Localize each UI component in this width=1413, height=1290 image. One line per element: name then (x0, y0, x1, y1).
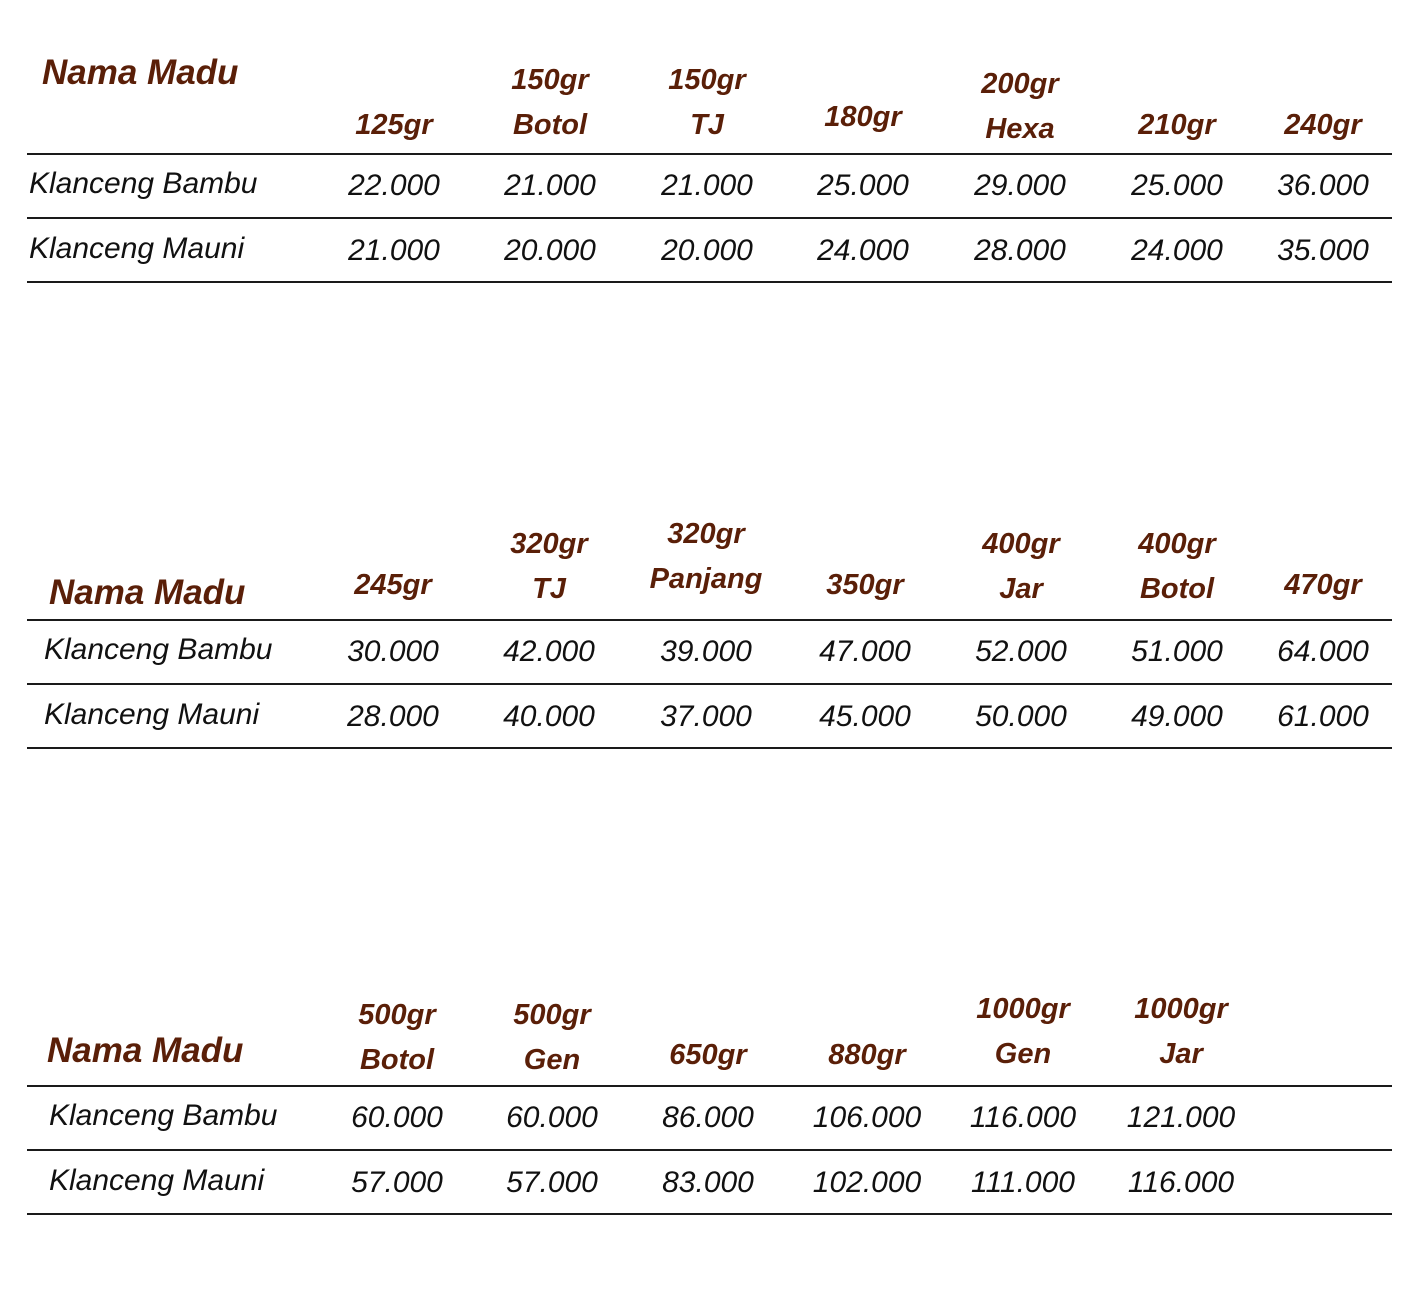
price-cell: 22.000 (348, 169, 440, 202)
weight-header: 500gr (513, 999, 591, 1031)
price-cell: 39.000 (660, 635, 752, 668)
honey-name: Klanceng Mauni (29, 232, 245, 265)
price-cell: 30.000 (347, 635, 439, 668)
honey-name: Klanceng Mauni (49, 1164, 265, 1197)
name-column-header: Nama Madu (42, 53, 239, 92)
weight-header: 125gr (355, 109, 433, 141)
weight-header: 245gr (354, 569, 432, 601)
price-cell: 102.000 (812, 1166, 922, 1199)
price-cell: 24.000 (1131, 234, 1223, 267)
honey-name: Klanceng Bambu (49, 1099, 278, 1132)
weight-header: Panjang (649, 563, 763, 595)
weight-header: TJ (532, 573, 566, 605)
weight-header: 470gr (1284, 569, 1362, 601)
weight-header: 210gr (1138, 109, 1216, 141)
weight-header: Jar (1159, 1038, 1203, 1070)
weight-header: Gen (523, 1044, 581, 1076)
price-cell: 28.000 (974, 234, 1066, 267)
table-divider (27, 1149, 1392, 1151)
weight-header: Botol (359, 1044, 435, 1076)
weight-header: 240gr (1284, 109, 1362, 141)
price-table (27, 0, 1392, 1290)
price-cell: 37.000 (660, 700, 752, 733)
price-cell: 57.000 (351, 1166, 443, 1199)
weight-header: 200gr (981, 68, 1059, 100)
honey-name: Klanceng Bambu (29, 167, 258, 200)
weight-header: 320gr (510, 528, 588, 560)
weight-header: Botol (512, 109, 588, 141)
table-divider (27, 1213, 1392, 1215)
price-cell: 24.000 (817, 234, 909, 267)
price-cell: 45.000 (819, 700, 911, 733)
price-cell: 61.000 (1277, 700, 1369, 733)
price-cell: 106.000 (812, 1101, 922, 1134)
price-cell: 116.000 (969, 1101, 1077, 1134)
weight-header: Hexa (985, 113, 1055, 145)
price-cell: 50.000 (975, 700, 1067, 733)
weight-header: TJ (690, 109, 724, 141)
price-cell: 83.000 (662, 1166, 754, 1199)
price-cell: 40.000 (503, 700, 595, 733)
weight-header: Botol (1139, 573, 1215, 605)
name-column-header: Nama Madu (49, 573, 246, 612)
price-cell: 86.000 (662, 1101, 754, 1134)
price-cell: 121.000 (1126, 1101, 1236, 1134)
price-cell: 111.000 (971, 1166, 1075, 1199)
weight-header: 400gr (1138, 528, 1216, 560)
price-cell: 64.000 (1277, 635, 1369, 668)
honey-name: Klanceng Mauni (44, 698, 260, 731)
weight-header: Gen (994, 1038, 1052, 1070)
price-cell: 60.000 (351, 1101, 443, 1134)
weight-header: 650gr (669, 1039, 747, 1071)
weight-header: 1000gr (1134, 993, 1228, 1025)
name-column-header: Nama Madu (47, 1031, 244, 1070)
price-cell: 47.000 (819, 635, 911, 668)
price-cell: 51.000 (1131, 635, 1223, 668)
price-cell: 29.000 (974, 169, 1066, 202)
weight-header: 150gr (668, 64, 746, 96)
price-cell: 20.000 (504, 234, 596, 267)
price-cell: 60.000 (506, 1101, 598, 1134)
weight-header: 180gr (824, 101, 902, 133)
weight-header: 320gr (667, 518, 745, 550)
weight-header: 500gr (358, 999, 436, 1031)
weight-header: 880gr (828, 1039, 906, 1071)
price-cell: 25.000 (1131, 169, 1223, 202)
weight-header: 350gr (826, 569, 904, 601)
price-cell: 21.000 (661, 169, 753, 202)
price-cell: 21.000 (504, 169, 596, 202)
weight-header: 400gr (982, 528, 1060, 560)
weight-header: Jar (999, 573, 1043, 605)
price-cell: 21.000 (348, 234, 440, 267)
price-cell: 20.000 (661, 234, 753, 267)
price-cell: 49.000 (1131, 700, 1223, 733)
price-cell: 28.000 (347, 700, 439, 733)
weight-header: 1000gr (976, 993, 1070, 1025)
price-cell: 36.000 (1277, 169, 1369, 202)
price-cell: 25.000 (817, 169, 909, 202)
price-cell: 52.000 (975, 635, 1067, 668)
price-cell: 116.000 (1127, 1166, 1235, 1199)
price-cell: 57.000 (506, 1166, 598, 1199)
price-cell: 35.000 (1277, 234, 1369, 267)
price-cell: 42.000 (503, 635, 595, 668)
honey-name: Klanceng Bambu (44, 633, 273, 666)
table-divider (27, 1085, 1392, 1087)
weight-header: 150gr (511, 64, 589, 96)
